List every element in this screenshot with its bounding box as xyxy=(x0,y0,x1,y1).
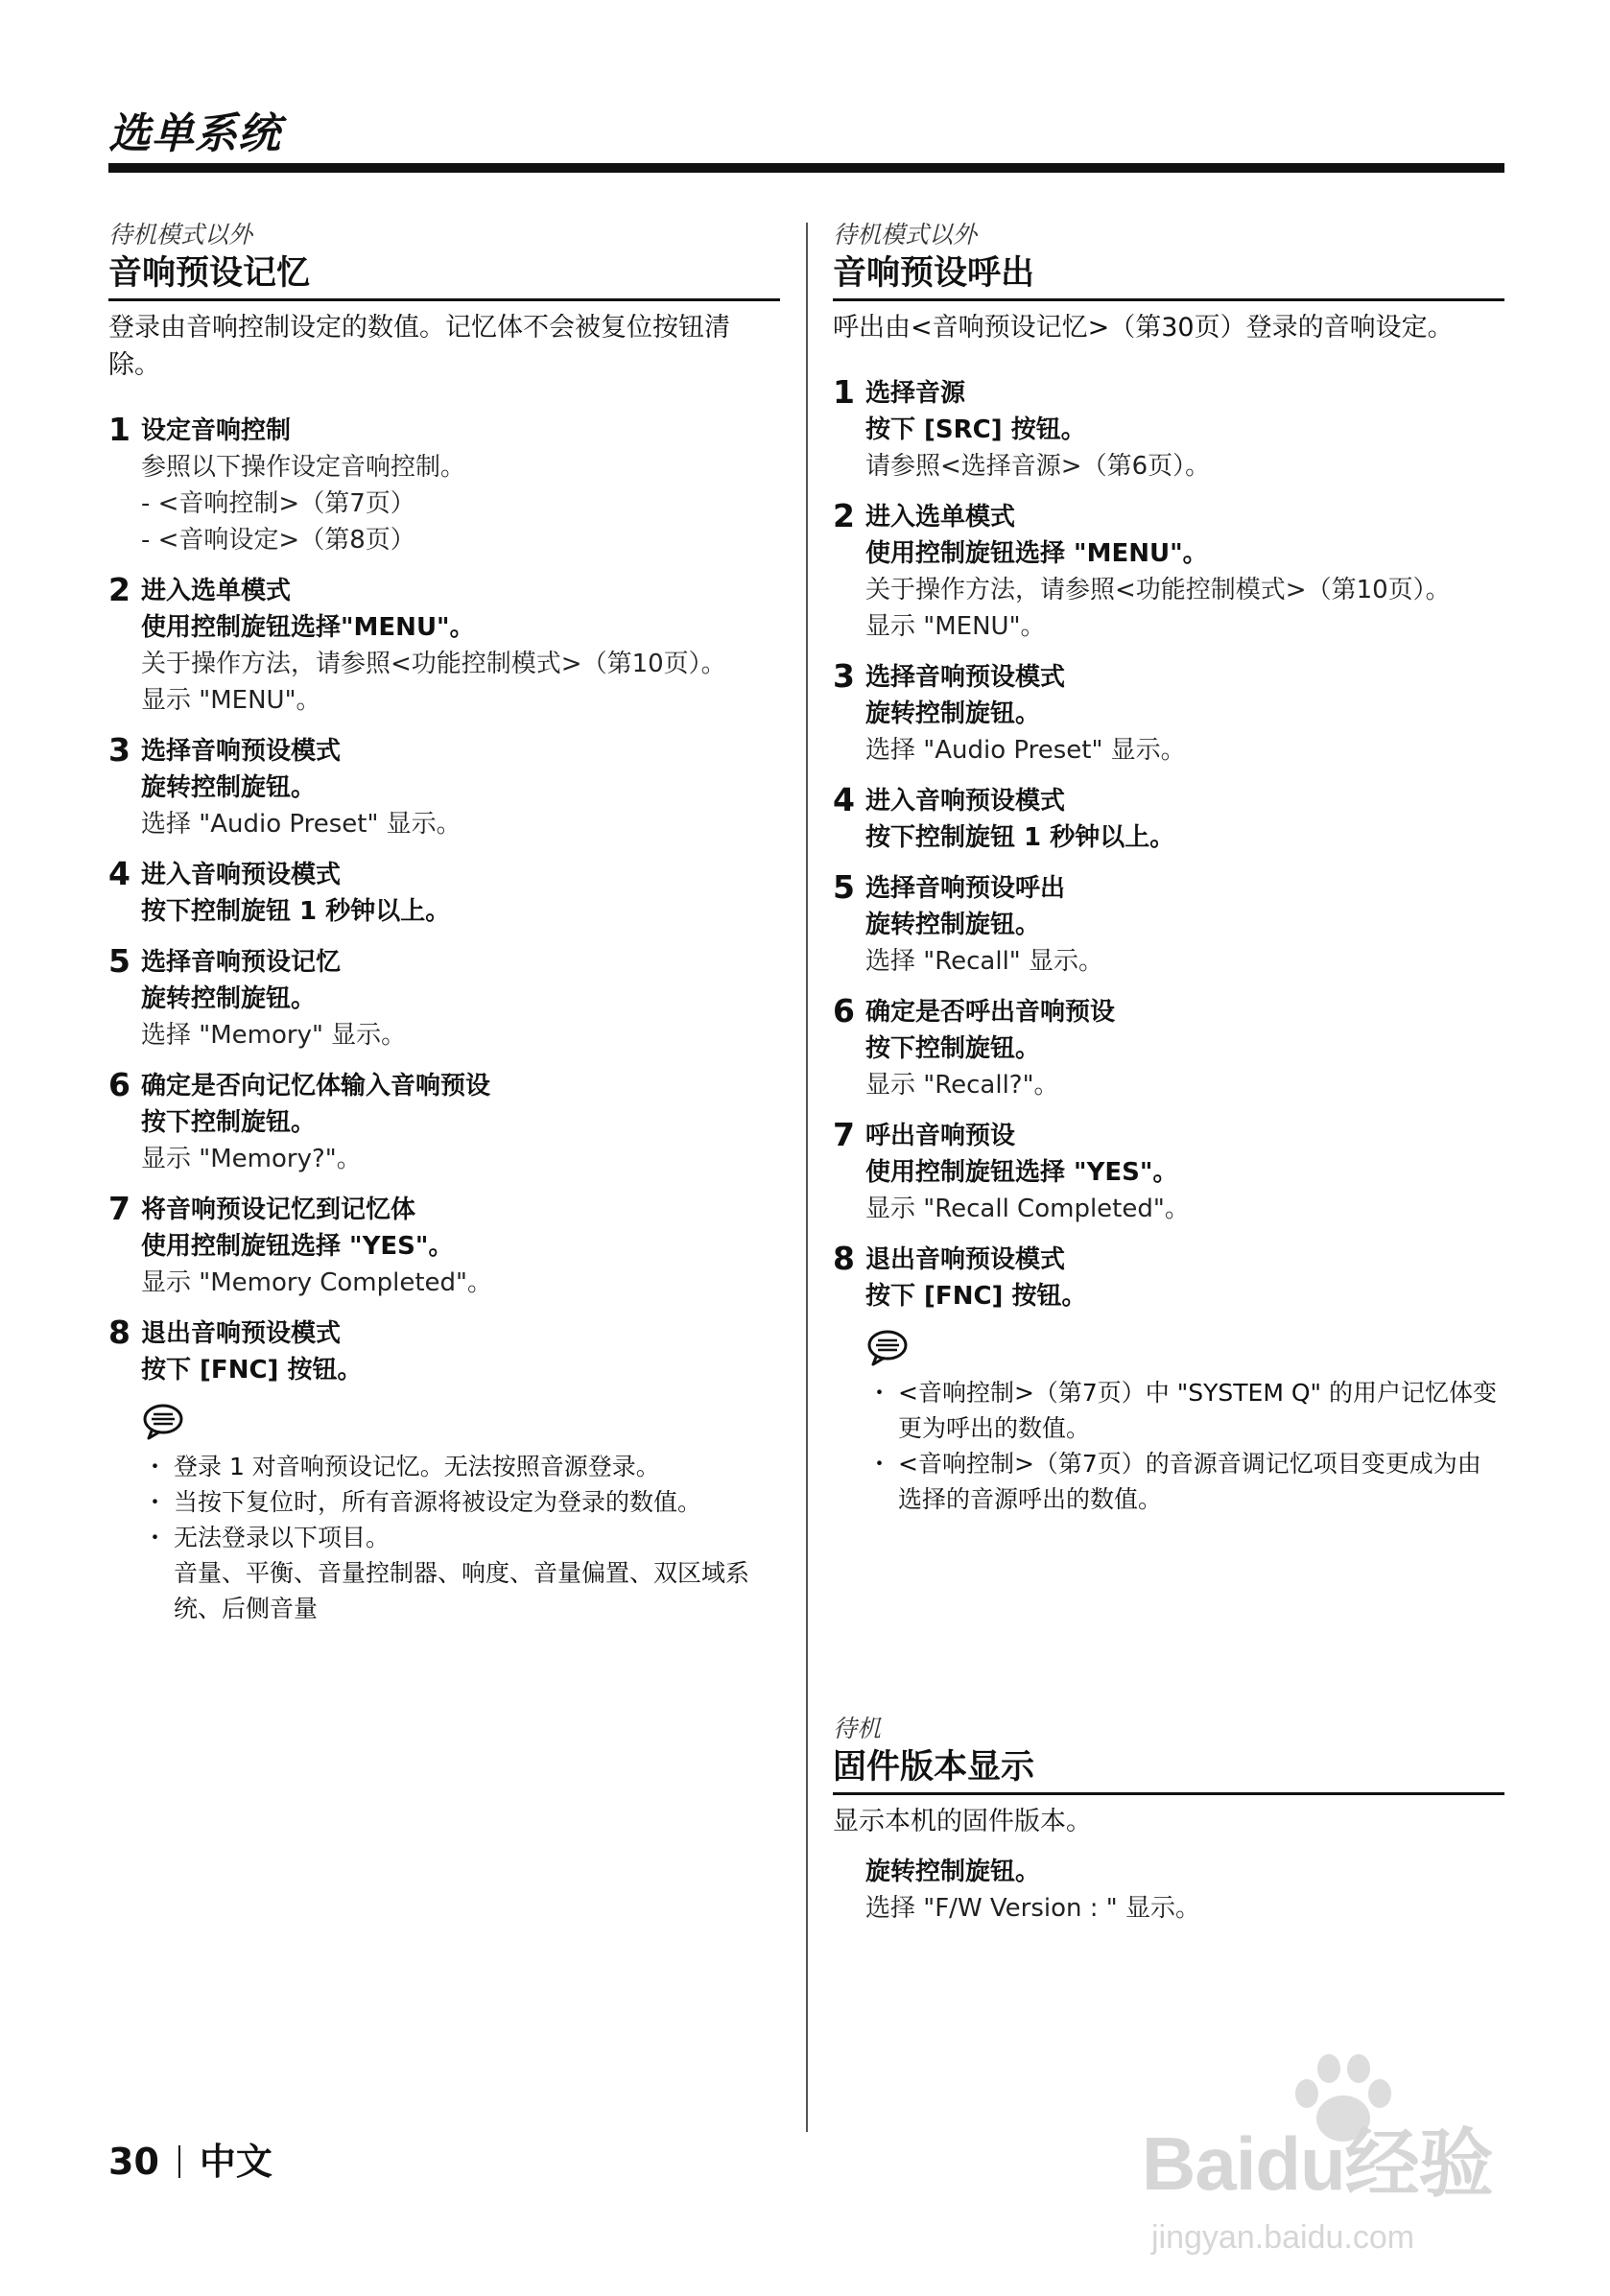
section-heading: 固件版本显示 xyxy=(833,1745,1504,1795)
section-heading: 音响预设呼出 xyxy=(833,251,1504,301)
step-item xyxy=(108,1068,780,1177)
note-text: <音响控制>（第7页）中 "SYSTEM Q" 的用户记忆体变更为呼出的数值。 xyxy=(898,1379,1497,1442)
step-item xyxy=(833,375,1504,485)
step-action: 旋转控制旋钮。 xyxy=(865,1858,1041,1886)
watermark-url: jingyan.baidu.com xyxy=(1151,2219,1415,2256)
note-item xyxy=(141,1520,780,1626)
step-action: 旋转控制旋钮。 xyxy=(141,984,317,1013)
step-line: 显示 "Recall Completed"。 xyxy=(865,1195,1190,1223)
bullet-icon: ・ xyxy=(143,1453,168,1480)
step-line: 关于操作方法，请参照<功能控制模式>（第10页）。 xyxy=(865,576,1451,604)
step-action: 按下 [SRC] 按钮。 xyxy=(865,415,1086,444)
step-title: 进入音响预设模式 xyxy=(141,861,342,889)
step-number: 2 xyxy=(833,497,855,534)
step-line: 选择 "Recall" 显示。 xyxy=(865,947,1104,976)
bullet-icon: ・ xyxy=(143,1524,168,1551)
step-item xyxy=(833,1118,1504,1227)
step-line: 选择 "Audio Preset" 显示。 xyxy=(865,736,1186,765)
step-number: 1 xyxy=(833,373,855,411)
watermark-logo-text: Baidu经验 xyxy=(1142,2121,1493,2206)
step-item xyxy=(833,783,1504,856)
note-list xyxy=(141,1449,780,1626)
step-line: 请参照<选择音源>（第6页）。 xyxy=(865,452,1211,481)
step-item xyxy=(833,1242,1504,1314)
section-condition: 待机模式以外 xyxy=(833,221,978,249)
step-number: 7 xyxy=(108,1190,130,1227)
step-action: 按下控制旋钮。 xyxy=(141,1108,317,1137)
step-number: 2 xyxy=(108,571,130,608)
step-line: 显示 "Memory?"。 xyxy=(141,1145,362,1173)
note-item xyxy=(865,1446,1504,1517)
step-title: 选择音响预设记忆 xyxy=(141,948,342,977)
note-speech-bubble-icon xyxy=(865,1329,913,1367)
note-block xyxy=(108,1403,780,1626)
note-list xyxy=(865,1375,1504,1517)
note-subtext: 音量、平衡、音量控制器、响度、音量偏置、双区域系统、后侧音量 xyxy=(174,1559,750,1622)
step-line: 选择 "Memory" 显示。 xyxy=(141,1021,407,1050)
step-number: 1 xyxy=(108,411,130,448)
step-action: 按下控制旋钮 1 秒钟以上。 xyxy=(865,823,1175,852)
bullet-icon: ・ xyxy=(867,1379,892,1407)
step-title: 进入选单模式 xyxy=(865,503,1016,532)
step-number: 6 xyxy=(108,1066,130,1103)
page-footer xyxy=(108,2138,272,2186)
step-line: 参照以下操作设定音响控制。 xyxy=(141,453,466,482)
title-rule xyxy=(108,163,1504,173)
step-number: 4 xyxy=(833,781,855,818)
step-number: 3 xyxy=(833,657,855,695)
section-intro: 显示本机的固件版本。 xyxy=(833,1807,1092,1836)
section-intro: 登录由音响控制设定的数值。记忆体不会被复位按钮清除。 xyxy=(108,313,730,380)
step-item xyxy=(108,1192,780,1301)
page-title: 选单系统 xyxy=(108,109,281,158)
page-number: 30 xyxy=(108,2141,159,2183)
step-action: 按下控制旋钮 1 秒钟以上。 xyxy=(141,897,451,926)
step-number: 6 xyxy=(833,992,855,1030)
note-speech-bubble-icon xyxy=(141,1403,189,1441)
step-line: 选择 "Audio Preset" 显示。 xyxy=(141,810,462,839)
step-action: 按下 [FNC] 按钮。 xyxy=(865,1282,1087,1311)
step-number: 8 xyxy=(108,1314,130,1351)
step-line: 显示 "MENU"。 xyxy=(141,686,321,715)
step-title: 进入音响预设模式 xyxy=(865,787,1066,816)
step-line: 显示 "Recall?"。 xyxy=(865,1071,1059,1100)
note-item xyxy=(865,1375,1504,1446)
step-number: 5 xyxy=(833,868,855,906)
step-title: 呼出音响预设 xyxy=(865,1122,1016,1150)
step-line: 显示 "Memory Completed"。 xyxy=(141,1268,492,1297)
step-item xyxy=(833,659,1504,769)
step-action: 使用控制旋钮选择 "MENU"。 xyxy=(865,539,1208,568)
step-action: 旋转控制旋钮。 xyxy=(865,911,1041,939)
step-line: 显示 "MENU"。 xyxy=(865,612,1046,641)
step-number: 5 xyxy=(108,942,130,980)
step-title: 将音响预设记忆到记忆体 xyxy=(141,1195,416,1224)
step-item xyxy=(833,994,1504,1103)
step-item xyxy=(108,413,780,558)
step-action: 旋转控制旋钮。 xyxy=(141,773,317,802)
note-text: 当按下复位时，所有音源将被设定为登录的数值。 xyxy=(174,1488,702,1516)
step-item xyxy=(108,733,780,842)
step-item xyxy=(833,499,1504,645)
step-item xyxy=(833,870,1504,980)
step-line: 选择 "F/W Version : " 显示。 xyxy=(865,1894,1201,1923)
section-heading: 音响预设记忆 xyxy=(108,251,780,301)
step-line: - <音响设定>（第8页） xyxy=(141,526,415,555)
step-title: 进入选单模式 xyxy=(141,577,292,605)
step-list xyxy=(833,375,1504,1314)
step-action: 按下 [FNC] 按钮。 xyxy=(141,1356,363,1385)
step-title: 选择音源 xyxy=(865,379,966,408)
step-action: 使用控制旋钮选择"MENU"。 xyxy=(141,613,475,642)
step-item xyxy=(108,944,780,1053)
note-item xyxy=(141,1449,780,1484)
section-audio-preset-memory xyxy=(108,219,780,1626)
step-title: 选择音响预设模式 xyxy=(141,737,342,766)
section-firmware-version xyxy=(833,1713,1504,1927)
step-title: 退出音响预设模式 xyxy=(141,1319,342,1348)
step-line: 关于操作方法，请参照<功能控制模式>（第10页）。 xyxy=(141,650,726,678)
note-text: 登录 1 对音响预设记忆。无法按照音源登录。 xyxy=(174,1453,660,1480)
step-title: 退出音响预设模式 xyxy=(865,1245,1066,1274)
section-intro: 呼出由<音响预设记忆>（第30页）登录的音响设定。 xyxy=(833,313,1454,343)
step-number: 3 xyxy=(108,731,130,769)
baidu-watermark xyxy=(1142,2053,1526,2274)
step-item xyxy=(108,573,780,719)
step-number: 7 xyxy=(833,1116,855,1153)
step-number: 4 xyxy=(108,855,130,892)
step-list xyxy=(108,413,780,1388)
note-text: 无法登录以下项目。 xyxy=(174,1524,391,1551)
step-item xyxy=(108,857,780,930)
step-number: 8 xyxy=(833,1240,855,1277)
step-title: 设定音响控制 xyxy=(141,416,292,445)
step-action: 使用控制旋钮选择 "YES"。 xyxy=(141,1232,454,1261)
section-condition: 待机 xyxy=(833,1715,882,1742)
step-action: 使用控制旋钮选择 "YES"。 xyxy=(865,1158,1178,1187)
column-divider xyxy=(806,223,808,2132)
bullet-icon: ・ xyxy=(867,1450,892,1478)
firmware-steps xyxy=(833,1854,1504,1927)
section-condition: 待机模式以外 xyxy=(108,221,253,249)
note-block xyxy=(833,1329,1504,1517)
footer-separator xyxy=(178,2145,180,2178)
footer-language: 中文 xyxy=(199,2141,272,2183)
step-title: 确定是否向记忆体输入音响预设 xyxy=(141,1072,491,1101)
step-title: 选择音响预设模式 xyxy=(865,663,1066,692)
step-title: 确定是否呼出音响预设 xyxy=(865,998,1116,1027)
step-action: 旋转控制旋钮。 xyxy=(865,699,1041,728)
step-action: 按下控制旋钮。 xyxy=(865,1034,1041,1063)
note-text: <音响控制>（第7页）的音源音调记忆项目变更成为由选择的音源呼出的数值。 xyxy=(898,1450,1481,1513)
step-title: 选择音响预设呼出 xyxy=(865,874,1066,903)
step-item xyxy=(108,1315,780,1388)
bullet-icon: ・ xyxy=(143,1488,168,1516)
step-line: - <音响控制>（第7页） xyxy=(141,489,415,518)
note-item xyxy=(141,1484,780,1520)
section-audio-preset-recall xyxy=(833,219,1504,1517)
